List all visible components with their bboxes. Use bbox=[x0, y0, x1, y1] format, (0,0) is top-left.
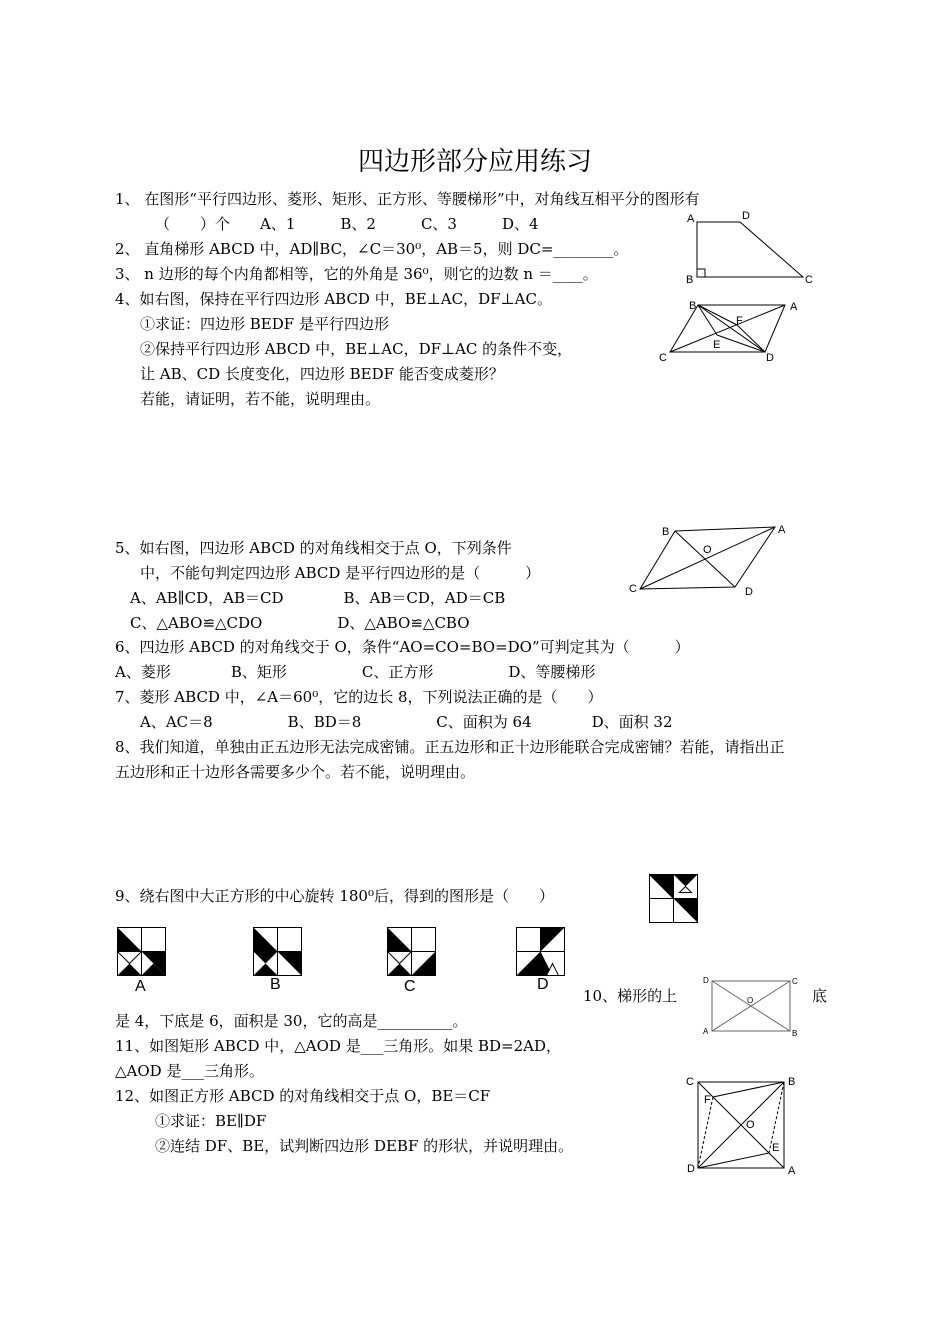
fig4-label-a: A bbox=[790, 301, 798, 313]
fig12-label-b: B bbox=[788, 1076, 796, 1088]
q4-part2-end: 若能，请证明，若不能，说明理由。 bbox=[140, 390, 381, 408]
q7-text: 7、菱形 ABCD 中，∠A＝60⁰，它的边长 8，下列说法正确的是（ ） bbox=[115, 688, 603, 706]
rotation-original-figure bbox=[649, 874, 699, 924]
fig5-label-c: C bbox=[629, 583, 637, 595]
fig12-label-e: E bbox=[772, 1142, 780, 1154]
fig1-label-b: B bbox=[686, 274, 694, 286]
q5-text-cont: 中，不能句判定四边形 ABCD 是平行四边形的是（ ） bbox=[140, 564, 541, 582]
q10-text-mid: 底 bbox=[812, 987, 828, 1005]
fig1-label-d: D bbox=[742, 210, 750, 222]
q5-options-ab: A、AB∥CD，AB＝CD B、AB＝CD，AD＝CB bbox=[130, 589, 506, 607]
fig12-label-c: C bbox=[686, 1076, 694, 1088]
rotation-option-b[interactable] bbox=[253, 927, 303, 977]
fig10-label-d: D bbox=[703, 976, 709, 985]
option-a-label: A bbox=[135, 978, 146, 995]
fig12-label-d: D bbox=[687, 1163, 695, 1175]
q7-options: A、AC＝8 B、BD＝8 C、面积为 64 D、面积 32 bbox=[140, 713, 673, 731]
fig1-label-c: C bbox=[805, 274, 813, 286]
q2-text: 2、 直角梯形 ABCD 中，AD∥BC，∠C＝30⁰，AB＝5，则 DC=________。 bbox=[115, 240, 629, 258]
q1-text: 1、 在图形“平行四边形、菱形、矩形、正方形、等腰梯形”中，对角线互相平分的图形有 bbox=[115, 190, 700, 208]
fig5-label-b: B bbox=[662, 526, 670, 538]
q8-text: 8、我们知道，单独由正五边形无法完成密铺。正五边形和正十边形能联合完成密铺？若能，请指出正 bbox=[115, 738, 785, 756]
q5-options-cd: C、△ABO≌△CDO D、△ABO≌△CBO bbox=[130, 614, 470, 632]
fig12-label-f: F bbox=[704, 1094, 711, 1106]
q4-part1: ①求证：四边形 BEDF 是平行四边形 bbox=[140, 315, 389, 333]
q9-text: 9、绕右图中大正方形的中心旋转 180⁰后，得到的图形是（ ） bbox=[115, 887, 554, 905]
fig10-label-o: O bbox=[747, 996, 754, 1005]
fig5-label-d: D bbox=[745, 586, 753, 598]
trapezoid-figure bbox=[680, 205, 820, 285]
q6-text: 6、四边形 ABCD 的对角线交于 O，条件“AO=CO=BO=DO”可判定其为（ ） bbox=[115, 638, 690, 656]
fig12-label-a: A bbox=[788, 1165, 796, 1177]
q12-part2: ②连结 DF、BE，试判断四边形 DEBF 的形状，并说明理由。 bbox=[155, 1137, 574, 1155]
fig5-label-a: A bbox=[778, 524, 786, 536]
q12-text: 12、如图正方形 ABCD 的对角线相交于点 O，BE＝CF bbox=[115, 1087, 491, 1105]
fig4-label-f: F bbox=[736, 315, 743, 327]
q12-part1: ①求证：BE∥DF bbox=[155, 1112, 267, 1130]
fig4-label-c: C bbox=[659, 352, 667, 364]
q4-part2: ②保持平行四边形 ABCD 中，BE⊥AC，DF⊥AC 的条件不变， bbox=[140, 340, 573, 358]
fig10-label-b: B bbox=[792, 1029, 798, 1038]
fig1-label-a: A bbox=[687, 213, 695, 225]
fig10-label-c: C bbox=[792, 977, 798, 986]
q1-options: （ ）个 A、1 B、2 C、3 D、4 bbox=[155, 215, 539, 233]
q3-text: 3、 n 边形的每个内角都相等，它的外角是 36⁰，则它的边数 n ＝____。 bbox=[115, 265, 598, 283]
rotation-option-c[interactable] bbox=[387, 927, 437, 977]
q4-text: 4、如右图，保持在平行四边形 ABCD 中，BE⊥AC，DF⊥AC。 bbox=[115, 290, 552, 308]
q6-options: A、菱形 B、矩形 C、正方形 D、等腰梯形 bbox=[115, 663, 596, 681]
q11-text: 11、如图矩形 ABCD 中，△AOD 是___三角形。如果 BD=2AD， bbox=[115, 1037, 562, 1055]
option-c-label: C bbox=[404, 978, 416, 995]
q10-text: 是 4，下底是 6，面积是 30，它的高是__________。 bbox=[115, 1012, 468, 1030]
parallelogram-abcd-figure bbox=[625, 515, 795, 600]
fig5-label-o: O bbox=[703, 544, 712, 556]
parallelogram-bedf-figure bbox=[655, 295, 805, 370]
fig4-label-b: B bbox=[689, 300, 697, 312]
rotation-option-d[interactable] bbox=[516, 927, 566, 977]
fig10-label-a: A bbox=[703, 1027, 709, 1036]
fig4-label-d: D bbox=[766, 352, 774, 364]
fig4-label-e: E bbox=[713, 339, 721, 351]
rectangle-figure bbox=[700, 973, 805, 1038]
option-d-label: D bbox=[537, 976, 549, 993]
option-b-label: B bbox=[270, 976, 281, 993]
q10-text-start: 10、梯形的上 bbox=[583, 987, 678, 1005]
q11-text-cont: △AOD 是___三角形。 bbox=[115, 1062, 264, 1080]
q4-part2-cont: 让 AB、CD 长度变化，四边形 BEDF 能否变成菱形？ bbox=[140, 365, 504, 383]
page-title: 四边形部分应用练习 bbox=[357, 147, 592, 177]
q5-text: 5、如右图，四边形 ABCD 的对角线相交于点 O，下列条件 bbox=[115, 539, 512, 557]
fig12-label-o: O bbox=[746, 1119, 755, 1131]
q8-text-cont: 五边形和正十边形各需要多少个。若不能，说明理由。 bbox=[115, 763, 476, 781]
rotation-option-a[interactable] bbox=[117, 927, 167, 977]
square-figure bbox=[680, 1068, 800, 1180]
